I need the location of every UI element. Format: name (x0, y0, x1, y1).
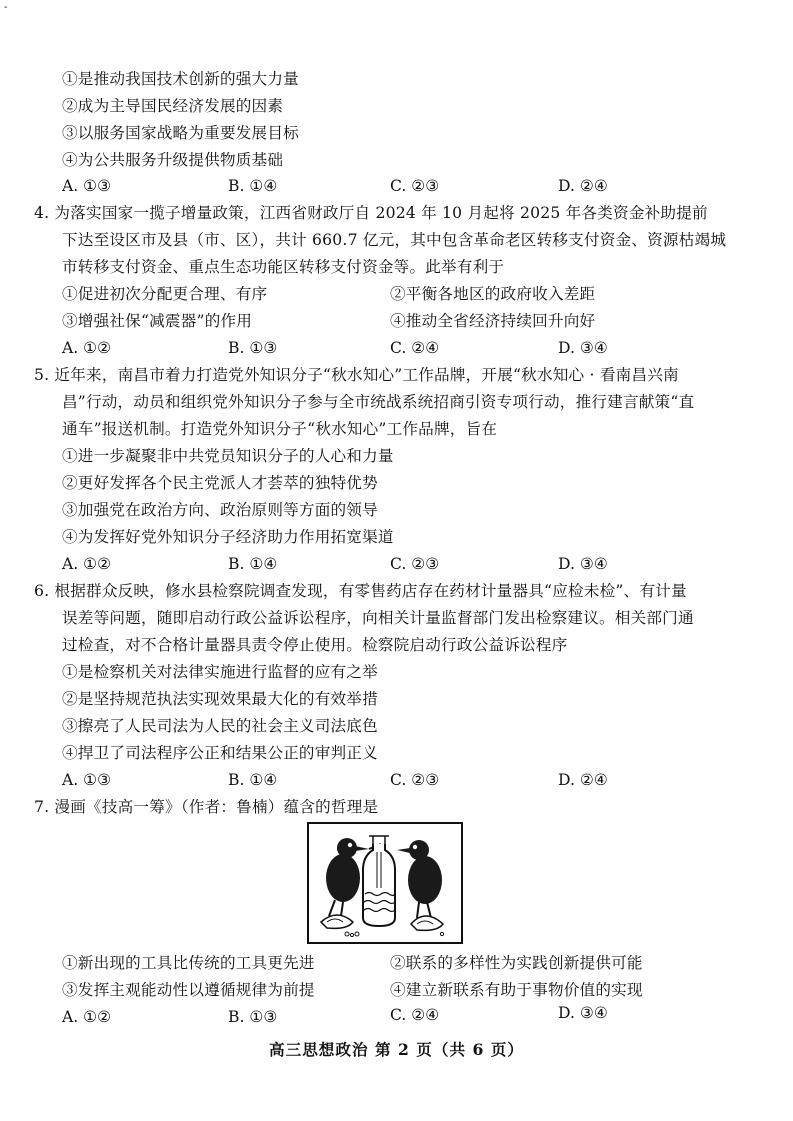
q3-option-c: C. ②③ (390, 177, 440, 195)
q7-option-b: B. ①③ (228, 1008, 278, 1026)
q7-item-1: ①新出现的工具比传统的工具更先进 (62, 954, 315, 972)
q5-item-3: ③加强党在政治方向、政治原则等方面的领导 (62, 501, 378, 519)
q6-stem-line-2: 误差等问题，随即启动行政公益诉讼程序，向相关计量监督部门发出检察建议。相关部门通 (62, 609, 694, 627)
q6-item-4: ④捍卫了司法程序公正和结果公正的审判正义 (62, 744, 378, 762)
q7-item-4: ④建立新联系有助于事物价值的实现 (390, 981, 643, 999)
q4-stem-line-2: 下达至设区市及县（市、区），共计 660.7 亿元，其中包含革命老区转移支付资金、资源枯竭城 (62, 231, 727, 249)
cartoon-crows-bottle (307, 822, 463, 944)
q5-item-2: ②更好发挥各个民主党派人才荟萃的独特优势 (62, 474, 378, 492)
q3-item-2: ②成为主导国民经济发展的因素 (62, 97, 284, 115)
q6-item-2: ②是坚持规范执法实现效果最大化的有效举措 (62, 690, 378, 708)
q4-stem-line-1: 4. 为落实国家一揽子增量政策，江西省财政厅自 2024 年 10 月起将 2025 年各类资金补助提前 (34, 204, 708, 222)
q7-item-2: ②联系的多样性为实践创新提供可能 (390, 954, 643, 972)
q4-item-1: ①促进初次分配更合理、有序 (62, 285, 268, 303)
q5-option-b: B. ①④ (228, 555, 278, 573)
q3-option-b: B. ①④ (228, 177, 278, 195)
q5-option-a: A. ①② (62, 555, 112, 573)
q6-item-3: ③擦亮了人民司法为人民的社会主义司法底色 (62, 717, 378, 735)
q4-item-3: ③增强社保“减震器”的作用 (62, 312, 253, 330)
q7-option-c: C. ②④ (390, 1006, 440, 1024)
q7-item-3: ③发挥主观能动性以遵循规律为前提 (62, 981, 315, 999)
q4-option-b: B. ①③ (228, 339, 278, 357)
q6-item-1: ①是检察机关对法律实施进行监督的应有之举 (62, 663, 378, 681)
q6-option-d: D. ②④ (558, 771, 608, 789)
q5-option-d: D. ③④ (558, 555, 608, 573)
q6-stem-line-1: 6. 根据群众反映，修水县检察院调查发现，有零售药店存在药材计量器具“应检未检”、有计量 (34, 582, 687, 600)
corner-mark: - (4, 2, 8, 13)
q4-stem-line-3: 市转移支付资金、重点生态功能区转移支付资金等。此举有利于 (62, 258, 505, 276)
q5-stem-line-1: 5. 近年来，南昌市着力打造党外知识分子“秋水知心”工作品牌，开展“秋水知心 · 看南昌兴南 (34, 366, 679, 384)
q3-item-4: ④为公共服务升级提供物质基础 (62, 151, 284, 169)
q7-option-a: A. ①② (62, 1008, 112, 1026)
q5-stem-line-2: 昌”行动，动员和组织党外知识分子参与全市统战系统招商引资专项行动，推行建言献策“直 (62, 393, 695, 411)
q6-option-b: B. ①④ (228, 771, 278, 789)
q6-stem-line-3: 过检查，对不合格计量器具责令停止使用。检察院启动行政公益诉讼程序 (62, 636, 568, 654)
q5-item-1: ①进一步凝聚非中共党员知识分子的人心和力量 (62, 447, 394, 465)
q3-option-a: A. ①③ (62, 177, 112, 195)
q4-option-d: D. ③④ (558, 339, 608, 357)
q7-stem: 7. 漫画《技高一筹》（作者：鲁楠）蕴含的哲理是 (34, 798, 379, 816)
q7-option-d: D. ③④ (558, 1004, 608, 1022)
q5-option-c: C. ②③ (390, 555, 440, 573)
q5-stem-line-3: 通车”报送机制。打造党外知识分子“秋水知心”工作品牌，旨在 (62, 420, 498, 438)
q6-option-c: C. ②③ (390, 771, 440, 789)
q3-item-3: ③以服务国家战略为重要发展目标 (62, 124, 299, 142)
q4-item-4: ④推动全省经济持续回升向好 (390, 312, 596, 330)
q4-option-c: C. ②④ (390, 339, 440, 357)
q5-item-4: ④为发挥好党外知识分子经济助力作用拓宽渠道 (62, 528, 394, 546)
page-footer: 高三思想政治 第 2 页（共 6 页） (269, 1040, 524, 1059)
q4-item-2: ②平衡各地区的政府收入差距 (390, 285, 596, 303)
q3-option-d: D. ②④ (558, 177, 608, 195)
q6-option-a: A. ①③ (62, 771, 112, 789)
q3-item-1: ①是推动我国技术创新的强大力量 (62, 70, 299, 88)
q4-option-a: A. ①② (62, 339, 112, 357)
